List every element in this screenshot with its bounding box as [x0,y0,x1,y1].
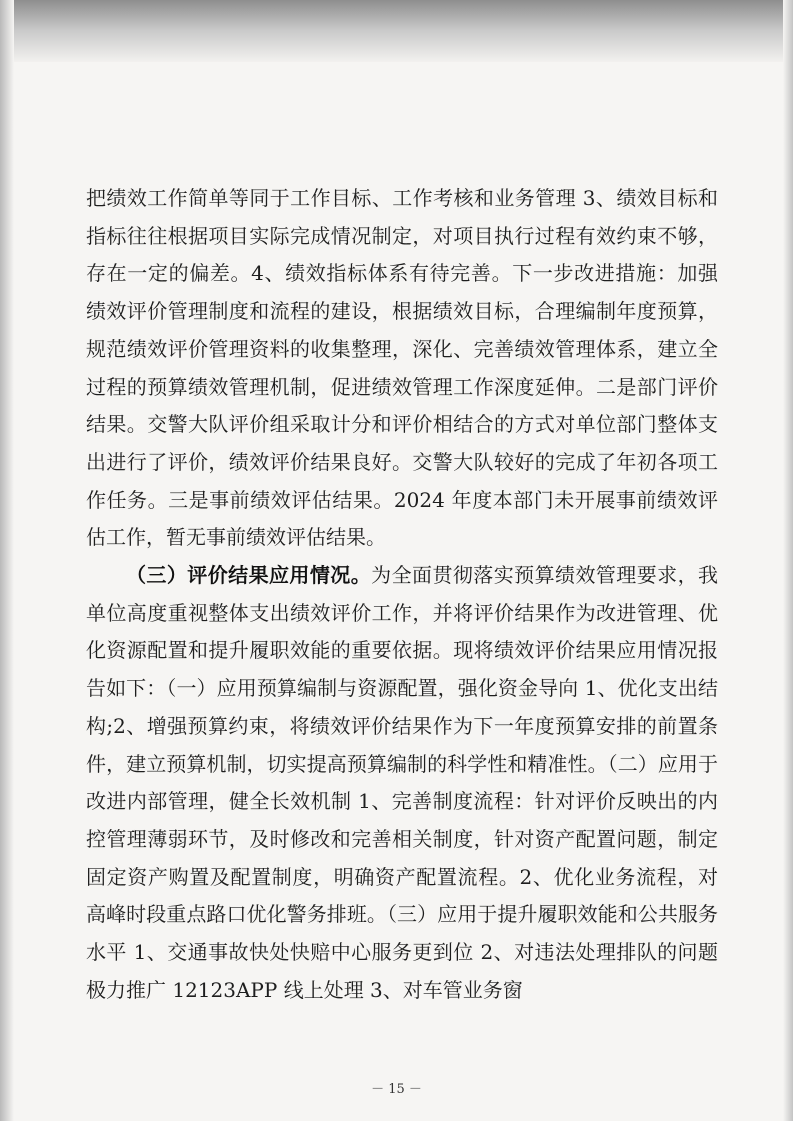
paragraph-2 [86,557,718,1009]
scan-shadow-right [783,0,793,1121]
scan-shadow-left [0,0,14,1121]
section-heading: （三）评价结果应用情况。 [126,563,372,588]
paragraph-1: 把绩效工作简单等同于工作目标、工作考核和业务管理 3、绩效目标和指标往往根据项目实际完成情况制定，对项目执行过程有效约束不够，存在一定的偏差。4、绩效指标体系有待完善。下一步改进措施：加强绩效评价管理制度和流程的建设，根据绩效目标，合理编制年度预算，规范绩效评价管理资料的收集整理，深化、完善绩效管理体系，建立全过程的预算绩效管理机制，促进绩效管理工作深度延伸。二是部门评价结果。交警大队评价组采取计分和评价相结合的方式对单位部门整体支出进行了评价，绩效评价结果良好。交警大队较好的完成了年初各项工作任务。三是事前绩效评估结果。2024 年度本部门未开展事前绩效评估工作，暂无事前绩效评估结果。 [86,186,718,550]
page-number: － 15 － [371,1082,422,1097]
document-body [86,180,718,1009]
paragraph-2-text: 为全面贯彻落实预算绩效管理要求，我单位高度重视整体支出绩效评价工作，并将评价结果作为改进管理、优化资源配置和提升履职效能的重要依据。现将绩效评价结果应用情况报告如下：（一）应用预算编制与资源配置，强化资金导向 1、优化支出结构;2、增强预算约束，将绩效评价结果作为下一年度预算安排的前置条件，建立预算机制，切实提高预算编制的科学性和精准性。（二）应用于改进内部管理，健全长效机制 1、完善制度流程：针对评价反映出的内控管理薄弱环节，及时修改和完善相关制度，针对资产配置问题，制定固定资产购置及配置制度，明确资产配置流程。2、优化业务流程，对高峰时段重点路口优化警务排班。（三）应用于提升履职效能和公共服务水平 1、交通事故快处快赔中心服务更到位 2、对违法处理排队的问题极力推广 12123APP 线上处理 3、对车管业务窗 [86,563,719,1002]
scan-shadow-top [0,0,793,62]
